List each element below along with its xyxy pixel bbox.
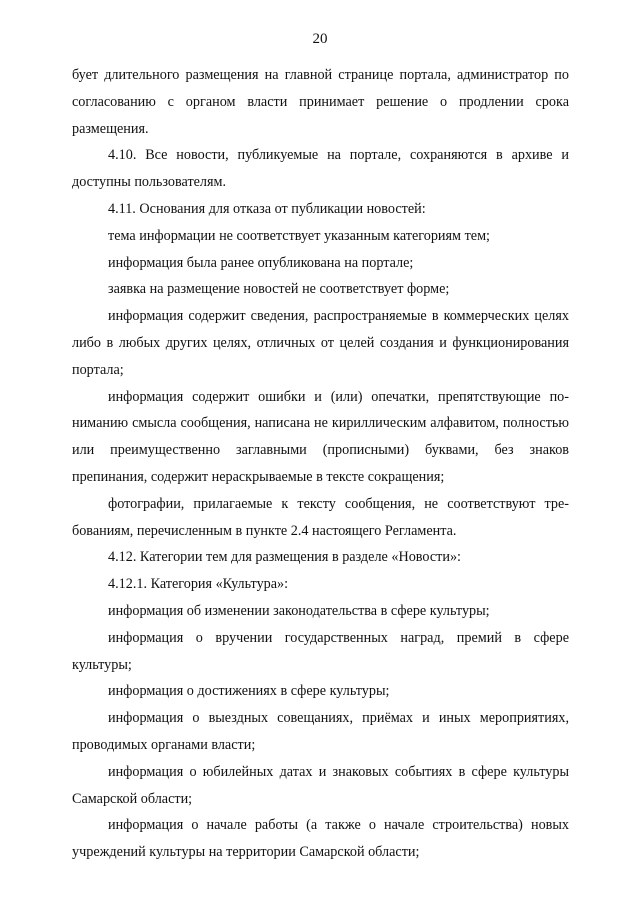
refusal-item-errors: информация содержит ошибки и (или) опечатки, препятствующие пониманию смысла сообщения, написана не кириллическим алфавитом, полностью или преимущественно заглавными (прописными) буквами, без знаков препинания, содержит нераскрываемые в тексте сокращения; [72,388,569,485]
refusal-item-published: информация была ранее опубликована на портале; [108,254,414,271]
page-number: 20 [312,31,328,47]
culture-item-achievements: информация о достижениях в сфере культуры; [108,683,390,700]
refusal-item-commercial: информация содержит сведения, распространяемые в коммерческих целях либо в любых других целях, отличных от целей создания и функционирования портала; [72,308,569,378]
culture-item-anniversaries: информация о юбилейных датах и знаковых событиях в сфере культуры Самарской области; [72,763,569,807]
culture-item-legislation: информация об изменении законодательства в сфере культуры; [108,602,490,619]
refusal-item-topic: тема информации не соответствует указанным категориям тем; [108,227,490,244]
paragraph-4-12-1: 4.12.1. Категория «Культура»: [108,576,289,593]
culture-item-awards: информация о вручении государственных наград, премий в сфере культуры; [72,629,569,673]
refusal-item-photos: фотографии, прилагаемые к тексту сообщения, не соответствуют требованиям, перечисленным в пункте 2.4 настоящего Регламента. [72,495,569,539]
paragraph-continuation: бует длительного размещения на главной странице портала, администратор по согласованию с органом власти принимает решение о продлении срока размещения. [72,67,569,137]
paragraph-4-11: 4.11. Основания для отказа от публикации новостей: [108,200,426,217]
culture-item-new-institutions: информация о начале работы (а также о начале строительства) новых учреждений культуры на территории Самарской области; [72,817,569,861]
culture-item-meetings: информация о выездных совещаниях, приёмах и иных мероприятиях, проводимых органами власти; [72,710,569,753]
refusal-item-form: заявка на размещение новостей не соответствует форме; [108,281,450,298]
document-body [72,62,569,866]
paragraph-4-10: 4.10. Все новости, публикуемые на портале, сохраняются в архиве и доступны пользователям. [72,147,569,191]
paragraph-4-12: 4.12. Категории тем для размещения в разделе «Новости»: [108,549,461,566]
